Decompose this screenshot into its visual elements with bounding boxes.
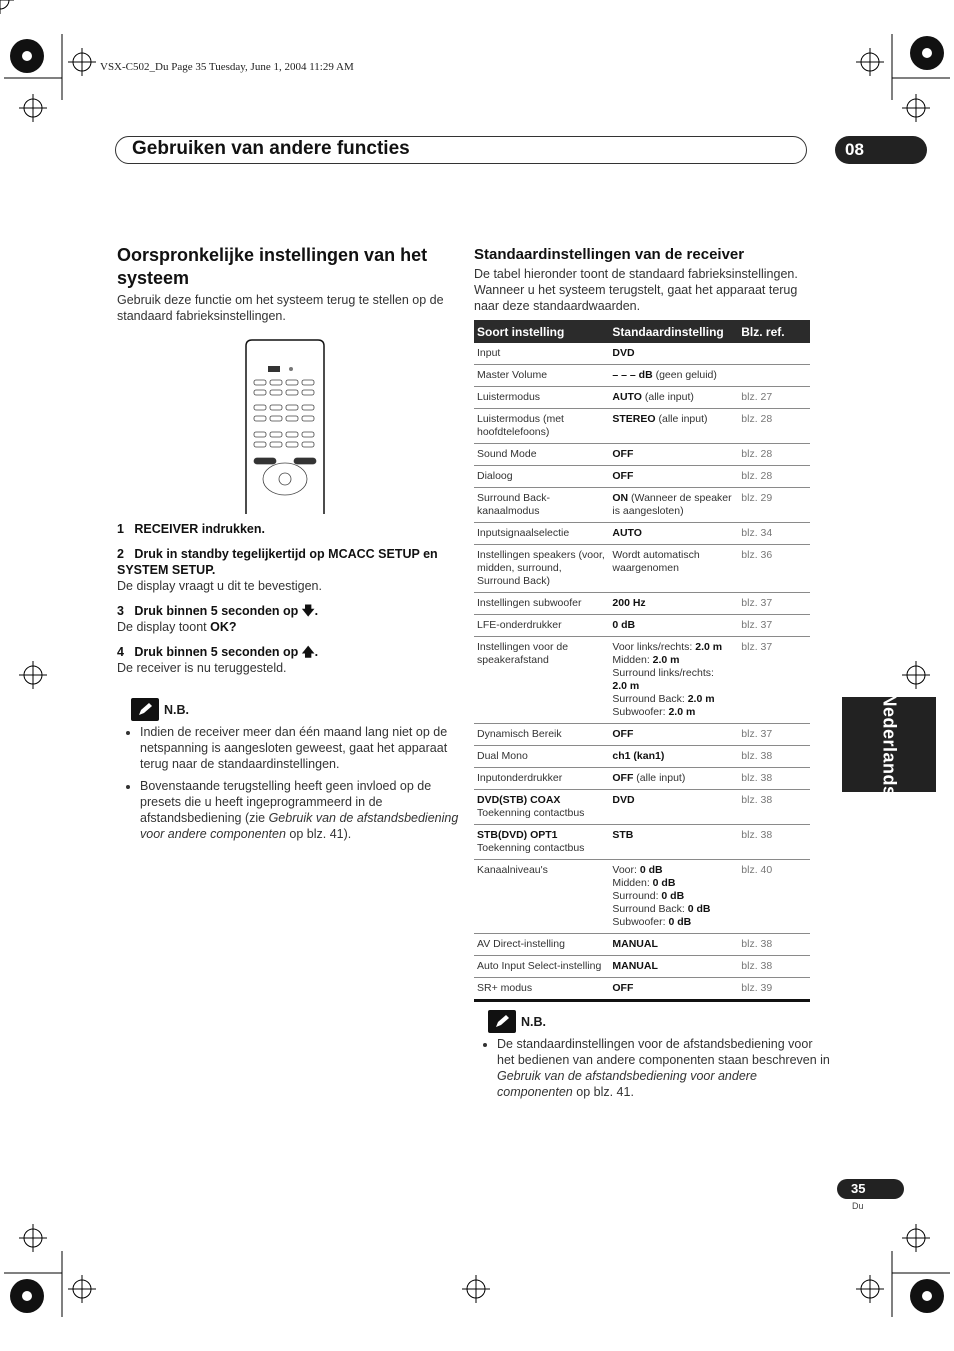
table-row [474,409,810,444]
table-row [474,956,810,978]
page-ref: blz. 38 [738,768,810,790]
default-value: DVD [609,343,738,365]
default-value: STB [609,825,738,860]
table-row [474,523,810,545]
setting-type: Dialoog [474,466,609,488]
default-value: 0 dB [609,615,738,637]
defaults-table [474,320,810,1002]
setting-type: Inputonderdrukker [474,768,609,790]
step-1: 1 RECEIVER indrukken. [117,522,265,536]
default-value: OFF [609,978,738,1001]
setting-type: Sound Mode [474,444,609,466]
default-value: OFF (alle input) [609,768,738,790]
default-value: MANUAL [609,934,738,956]
setting-type: Instellingen speakers (voor, midden, surround, Surround Back) [474,545,609,593]
page-ref: blz. 38 [738,825,810,860]
setting-type: SR+ modus [474,978,609,1001]
default-value: OFF [609,466,738,488]
step-3-detail: De display toont OK? [117,620,237,634]
setting-type: STB(DVD) OPT1 Toekenning contactbus [474,825,609,860]
table-row [474,365,810,387]
table-header-row [474,320,810,343]
default-value: AUTO (alle input) [609,387,738,409]
table-row [474,768,810,790]
page-ref: blz. 28 [738,444,810,466]
setting-type: Kanaalniveau's [474,860,609,934]
note-item: • Indien de receiver meer dan één maand lang niet op de netspanning is aangesloten geweest, gaat het apparaat terug naar de standaardinstellingen. [140,724,473,772]
note-list-right [474,1036,832,1106]
setting-type: Dynamisch Bereik [474,724,609,746]
note-label: N.B. [164,702,189,717]
arrow-down-icon: 🡇 [301,604,315,618]
section-heading-reset: Oorspronkelijke instellingen van het systeem [117,245,428,288]
table-row [474,466,810,488]
page-ref: blz. 28 [738,409,810,444]
page-ref: blz. 38 [738,790,810,825]
column-header: Blz. ref. [738,320,810,343]
default-value: STEREO (alle input) [609,409,738,444]
setting-type: Master Volume [474,365,609,387]
page-number: 35 [837,1179,904,1199]
page-ref: blz. 40 [738,860,810,934]
table-row [474,934,810,956]
page-ref: blz. 37 [738,724,810,746]
setting-type: DVD(STB) COAX Toekenning contactbus [474,790,609,825]
page-ref: blz. 37 [738,615,810,637]
step-4: 4 Druk binnen 5 seconden op 🡅. [117,645,319,659]
table-row [474,593,810,615]
setting-type: Dual Mono [474,746,609,768]
page-ref: blz. 29 [738,488,810,523]
default-value: DVD [609,790,738,825]
default-value: Voor links/rechts: 2.0 m Midden: 2.0 m Surround links/rechts: 2.0 m Surround Back: 2.0 m Subwoofer: 2.0 m [609,637,738,724]
table-row [474,343,810,365]
note-label: N.B. [521,1014,546,1029]
reset-intro: Gebruik deze functie om het systeem terug te stellen op de standaard fabrieksinstellingen. [117,293,444,323]
setting-type: Luistermodus [474,387,609,409]
default-value: MANUAL [609,956,738,978]
page-ref: blz. 38 [738,934,810,956]
setting-type: Auto Input Select-instelling [474,956,609,978]
setting-type: Luistermodus (met hoofdtelefoons) [474,409,609,444]
table-row [474,545,810,593]
default-value: ch1 (kan1) [609,746,738,768]
step-2-detail: De display vraagt u dit te bevestigen. [117,579,322,593]
defaults-intro: De tabel hieronder toont de standaard fabrieksinstellingen. Wanneer u het systeem terugstelt, gaat het apparaat terug naar deze standaardwaarden. [474,267,798,313]
default-value: OFF [609,724,738,746]
page-ref: blz. 37 [738,637,810,724]
note-header-right [488,1010,546,1033]
table-row [474,746,810,768]
setting-type: Instellingen voor de speakerafstand [474,637,609,724]
setting-type: Inputsignaalselectie [474,523,609,545]
note-list-left [117,724,473,848]
setting-type: Instellingen subwoofer [474,593,609,615]
column-header: Soort instelling [474,320,609,343]
table-row [474,825,810,860]
chapter-title: Gebruiken van andere functies [132,138,410,159]
table-row [474,637,810,724]
pencil-note-icon [488,1010,516,1033]
table-row [474,978,810,1001]
setting-type: AV Direct-instelling [474,934,609,956]
page-ref: blz. 39 [738,978,810,1001]
setting-type: LFE-onderdrukker [474,615,609,637]
table-row [474,860,810,934]
step-4-detail: De receiver is nu teruggesteld. [117,661,287,675]
page-ref: blz. 36 [738,545,810,593]
remote-control-illustration [244,338,326,514]
language-tab-label: Nederlands [879,692,900,797]
default-value: AUTO [609,523,738,545]
table-row [474,724,810,746]
page-ref: blz. 34 [738,523,810,545]
page-ref [738,365,810,387]
page-ref: blz. 28 [738,466,810,488]
table-row [474,615,810,637]
arrow-up-icon: 🡅 [301,645,315,659]
default-value: Voor: 0 dB Midden: 0 dB Surround: 0 dB Surround Back: 0 dB Subwoofer: 0 dB [609,860,738,934]
setting-type: Input [474,343,609,365]
page-ref: blz. 38 [738,956,810,978]
page-ref: blz. 27 [738,387,810,409]
note-header-left [131,698,189,721]
page-ref: blz. 38 [738,746,810,768]
language-code: Du [852,1201,864,1211]
default-value: Wordt automatisch waargenomen [609,545,738,593]
pencil-note-icon [131,698,159,721]
print-info: VSX-C502_Du Page 35 Tuesday, June 1, 2004 11:29 AM [100,61,354,73]
default-value: – – – dB (geen geluid) [609,365,738,387]
step-3: 3 Druk binnen 5 seconden op 🡇. [117,604,319,618]
default-value: 200 Hz [609,593,738,615]
default-value: ON (Wanneer de speaker is aangesloten) [609,488,738,523]
step-2: 2 Druk in standby tegelijkertijd op MCACC SETUP en SYSTEM SETUP. [117,547,438,577]
setting-type: Surround Back-kanaalmodus [474,488,609,523]
page-ref: blz. 37 [738,593,810,615]
table-row [474,444,810,466]
note-item: • Bovenstaande terugstelling heeft geen invloed op de presets die u heeft ingeprogrammeerd in de afstandsbediening (zie Gebruik van de afstandsbediening voor andere componenten op blz. 41). [140,778,473,842]
language-tab [842,692,936,797]
page-ref [738,343,810,365]
table-row [474,790,810,825]
table-row [474,488,810,523]
column-header: Standaardinstelling [609,320,738,343]
default-value: OFF [609,444,738,466]
chapter-number: 08 [835,136,927,164]
section-heading-defaults: Standaardinstellingen van de receiver [474,246,745,263]
table-row [474,387,810,409]
note-item: • De standaardinstellingen voor de afstandsbediening voor het bedienen van andere componenten staan beschreven in Gebruik van de afstandsbediening voor andere componenten op blz. 41. [497,1036,832,1100]
